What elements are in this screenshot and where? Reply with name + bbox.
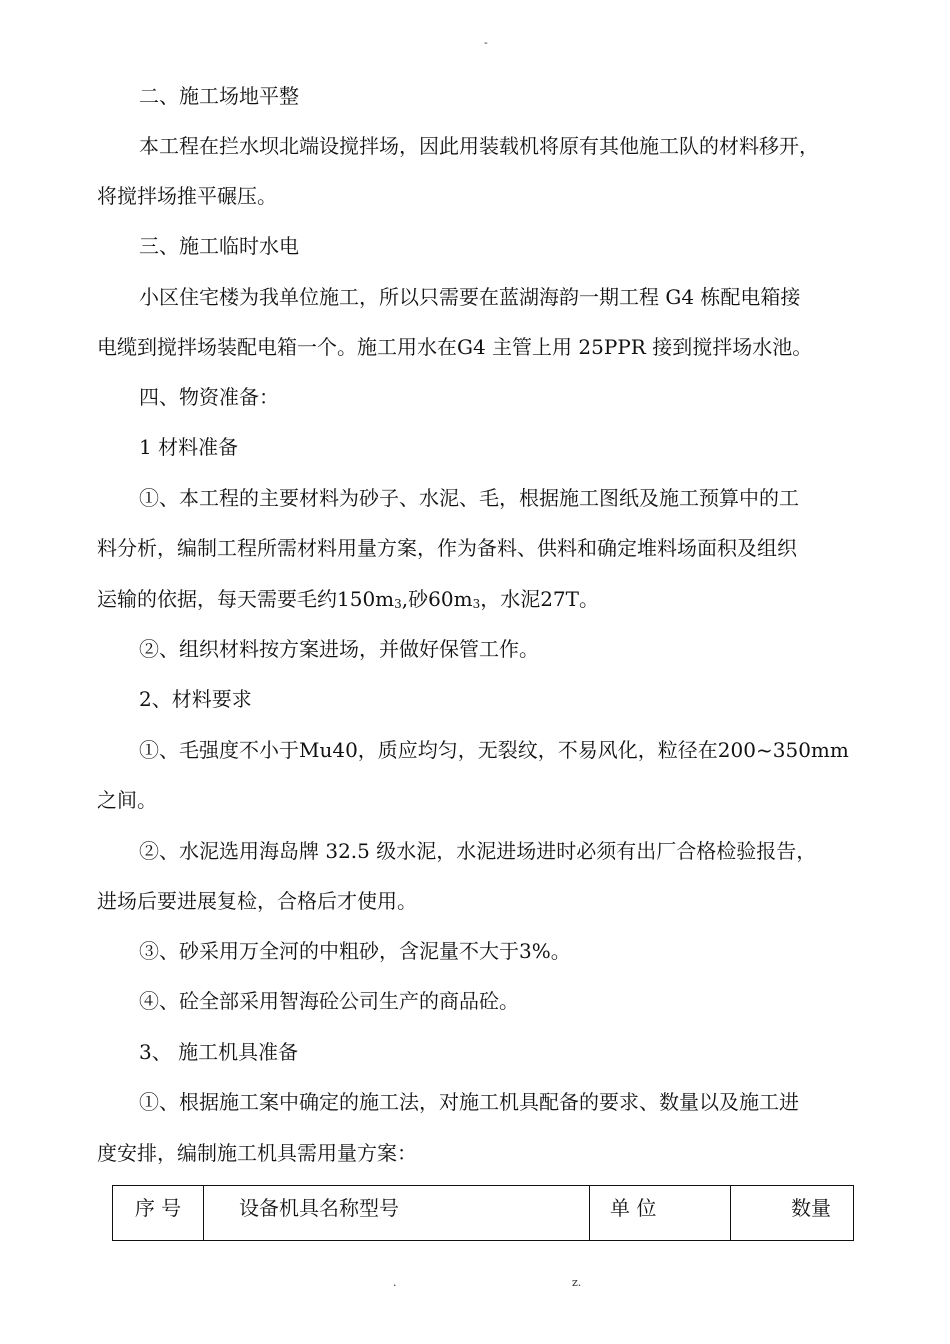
equipment-table [112, 1185, 854, 1241]
footer-right: z. [572, 1276, 582, 1289]
paragraph-line: 之间。 [97, 788, 157, 812]
table-header-row [113, 1186, 854, 1241]
paragraph-line: ②、水泥选用海岛牌 32.5 级水泥，水泥进场进时必须有出厂合格检验报告， [139, 839, 817, 863]
subsection-heading: 2、材料要求 [139, 687, 252, 711]
subscript: 3 [472, 597, 481, 611]
paragraph-line: 本工程在拦水坝北端设搅拌场，因此用装载机将原有其他施工队的材料移开， [139, 134, 819, 158]
footer-left: . [393, 1276, 397, 1289]
paragraph-line: ③、砂采用万全河的中粗砂，含泥量不大于3%。 [139, 939, 571, 963]
subsection-heading: 1 材料准备 [139, 435, 239, 459]
paragraph-line [97, 574, 880, 629]
subscript: 3 [394, 597, 402, 611]
table-header-cell: 设备机具名称型号 [204, 1186, 590, 1241]
paragraph-line: ①、根据施工案中确定的施工法，对施工机具配备的要求、数量以及施工进 [139, 1090, 799, 1114]
section-heading-2: 二、施工场地平整 [139, 84, 299, 108]
table-header-cell: 数量 [731, 1186, 854, 1241]
paragraph-line: 料分析，编制工程所需材料用量方案，作为备料、供料和确定堆料场面积及组织 [97, 536, 797, 560]
paragraph-line: ①、毛强度不小于Mu40，质应均匀，无裂纹，不易风化，粒径在200~350mm [139, 738, 849, 762]
table-header-cell: 单 位 [590, 1186, 731, 1241]
text-run: ,砂60m [401, 587, 473, 611]
section-heading-3: 三、施工临时水电 [139, 234, 299, 258]
paragraph-line: 电缆到搅拌场装配电箱一个。施工用水在G4 主管上用 25PPR 接到搅拌场水池。 [97, 335, 813, 359]
header-mark: - [484, 36, 488, 49]
section-heading-4: 四、物资准备： [139, 385, 279, 409]
subsection-heading: 3、 施工机具准备 [139, 1040, 299, 1064]
text-run: ，水泥27T。 [480, 587, 599, 611]
paragraph-line: ①、本工程的主要材料为砂子、水泥、毛，根据施工图纸及施工预算中的工 [139, 486, 799, 510]
paragraph-line: ②、组织材料按方案进场，并做好保管工作。 [139, 637, 539, 661]
paragraph-line: 小区住宅楼为我单位施工，所以只需要在蓝湖海韵一期工程 G4 栋配电箱接 [139, 285, 801, 309]
paragraph-line: ④、砼全部采用智海砼公司生产的商品砼。 [139, 989, 519, 1013]
paragraph-line: 度安排，编制施工机具需用量方案： [97, 1141, 417, 1165]
text-run: 运输的依据，每天需要毛约150m [97, 587, 395, 611]
paragraph-line: 进场后要进展复检，合格后才使用。 [97, 889, 417, 913]
paragraph-line: 将搅拌场推平碾压。 [97, 184, 277, 208]
table-header-cell: 序 号 [113, 1186, 204, 1241]
